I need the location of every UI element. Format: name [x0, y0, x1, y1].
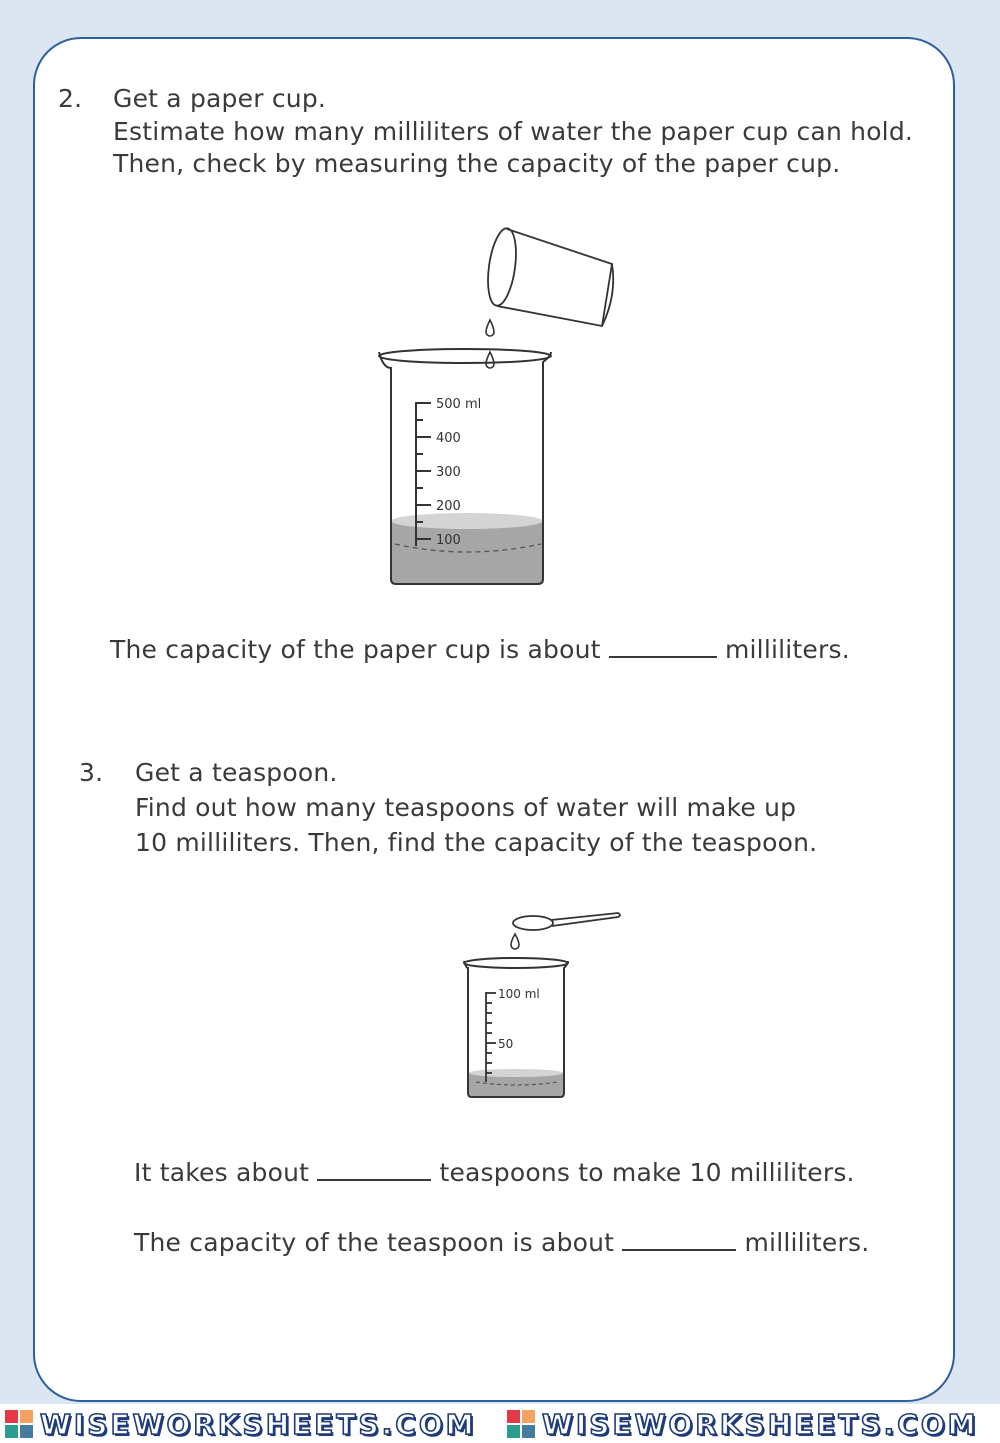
question-3-answer-2: The capacity of the teaspoon is about milliliters.	[134, 1228, 870, 1257]
beaker-label-500: 500 ml	[436, 397, 482, 412]
beaker-label-100: 100	[436, 533, 461, 548]
footer-banner	[0, 1404, 1000, 1443]
beaker-label-300: 300	[436, 465, 461, 480]
cup-capacity-blank[interactable]	[609, 634, 717, 658]
question-3-instruction-1: Find out how many teaspoons of water will make up	[135, 793, 797, 822]
small-beaker-illustration	[462, 956, 572, 1106]
teaspoon-illustration	[500, 908, 630, 958]
question-2-instruction-1: Estimate how many milliliters of water the paper cup can hold.	[113, 117, 914, 146]
question-3-title: Get a teaspoon.	[135, 758, 338, 787]
question-2-instruction-2: Then, check by measuring the capacity of the paper cup.	[113, 149, 841, 178]
water-drop-icon	[511, 934, 519, 949]
small-beaker-label-100: 100 ml	[498, 987, 540, 1001]
large-beaker-illustration	[375, 346, 555, 586]
beaker-label-400: 400	[436, 431, 461, 446]
question-2-title: Get a paper cup.	[113, 84, 327, 113]
brand-text: WISEWORKSHEETS.COM	[40, 1407, 477, 1441]
question-2-number: 2.	[58, 84, 83, 113]
teaspoons-count-blank[interactable]	[317, 1157, 431, 1181]
question-2-answer: The capacity of the paper cup is about milliliters.	[110, 635, 850, 664]
brand-text: WISEWORKSHEETS.COM	[542, 1407, 979, 1441]
wiseworksheets-logo-icon	[4, 1409, 34, 1439]
teaspoon-capacity-blank[interactable]	[622, 1227, 736, 1251]
wiseworksheets-logo-icon	[506, 1409, 536, 1439]
brand-watermark	[4, 1407, 477, 1441]
brand-watermark	[506, 1407, 979, 1441]
beaker-label-200: 200	[436, 499, 461, 514]
question-3-number: 3.	[79, 758, 104, 787]
question-3-instruction-2: 10 milliliters. Then, find the capacity of the teaspoon.	[135, 828, 818, 857]
question-3-answer-1: It takes about teaspoons to make 10 milliliters.	[134, 1158, 855, 1187]
small-beaker-label-50: 50	[498, 1037, 514, 1051]
water-drop-icon	[486, 320, 494, 336]
